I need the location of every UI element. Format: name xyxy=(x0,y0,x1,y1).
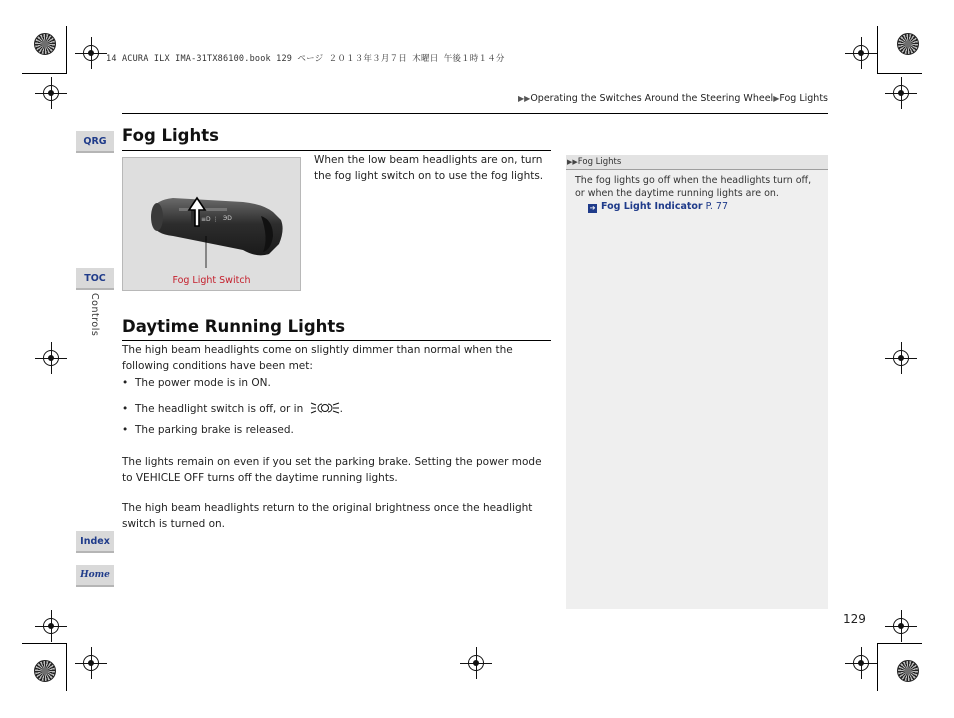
xref-title: Fog Light Indicator xyxy=(601,201,703,212)
cross-reference-icon: ➔ xyxy=(589,204,596,212)
index-button[interactable]: Index xyxy=(76,531,114,553)
parking-light-icon xyxy=(310,401,340,415)
qrg-button[interactable]: QRG xyxy=(76,131,114,153)
toc-button[interactable]: TOC xyxy=(76,268,114,290)
registration-star-icon xyxy=(34,33,56,55)
registration-mark-icon xyxy=(853,655,869,671)
registration-mark-icon xyxy=(83,655,99,671)
section-side-label: Controls xyxy=(89,293,100,337)
breadcrumb-parent[interactable]: Operating the Switches Around the Steering Wheel xyxy=(530,93,774,104)
breadcrumb xyxy=(518,93,828,104)
fog-lights-rule xyxy=(122,150,551,151)
registration-mark-icon xyxy=(893,350,909,366)
breadcrumb-arrow-icon: ▶▶ xyxy=(518,94,531,103)
fog-lights-heading: Fog Lights xyxy=(122,126,219,145)
registration-mark-icon xyxy=(83,45,99,61)
registration-star-icon xyxy=(897,33,919,55)
fog-light-indicator-link[interactable] xyxy=(588,201,728,213)
list-item: • The headlight switch is off, or in . xyxy=(122,403,343,415)
home-button[interactable] xyxy=(76,565,114,587)
bullet-text: The headlight switch is off, or in xyxy=(135,403,304,415)
drl-paragraph-2: The lights remain on even if you set the parking brake. Setting the power mode to VEHICLE OFF turns off the daytime running lights. xyxy=(122,456,542,484)
drl-intro: The high beam headlights come on slightly dimmer than normal when the following conditions have been met: xyxy=(122,344,513,372)
registration-mark-icon xyxy=(893,618,909,634)
sidebar-note xyxy=(566,155,828,609)
registration-mark-icon xyxy=(43,350,59,366)
header-rule xyxy=(122,113,828,114)
note-marker-icon: ▶▶ xyxy=(567,158,578,166)
drl-paragraph-3: The high beam headlights return to the original brightness once the headlight switch is turned on. xyxy=(122,502,533,530)
sidebar-note-title: Fog Lights xyxy=(577,157,622,167)
drl-heading: Daytime Running Lights xyxy=(122,317,346,336)
breadcrumb-separator-icon: ▶ xyxy=(773,94,780,103)
registration-mark-icon xyxy=(893,85,909,101)
breadcrumb-current: Fog Lights xyxy=(779,93,828,104)
list-item: • The power mode is in ON. xyxy=(122,377,271,389)
registration-mark-icon xyxy=(43,618,59,634)
registration-mark-icon xyxy=(43,85,59,101)
svg-text:ЭD: ЭD xyxy=(223,215,232,222)
registration-mark-icon xyxy=(853,45,869,61)
sidebar-note-text: The fog lights go off when the headlights turn off, or when the daytime running lights are on. xyxy=(575,175,812,199)
print-header: 14 ACURA ILX IMA-31TX86100.book 129 ページ ２０１３年３月７日 木曜日 午後１時１４分 xyxy=(106,54,505,64)
fog-lights-body: When the low beam headlights are on, turn the fog light switch on to use the fog lights. xyxy=(314,154,544,182)
svg-text:≡D ⋮: ≡D ⋮ xyxy=(201,216,219,223)
registration-mark-icon xyxy=(468,655,484,671)
fog-light-switch-figure xyxy=(122,157,301,291)
drl-rule xyxy=(122,340,551,341)
xref-page: P. 77 xyxy=(705,201,729,212)
sidebar-note-header xyxy=(566,155,828,170)
list-item: • The parking brake is released. xyxy=(122,424,294,436)
home-label: Home xyxy=(80,570,110,580)
turn-signal-stalk-icon xyxy=(123,158,301,291)
bullet-text: The power mode is in ON. xyxy=(135,377,271,389)
figure-caption: Fog Light Switch xyxy=(172,275,251,286)
registration-star-icon xyxy=(34,660,56,682)
registration-star-icon xyxy=(897,660,919,682)
page-number: 129 xyxy=(843,612,866,626)
bullet-text: The parking brake is released. xyxy=(135,424,294,436)
